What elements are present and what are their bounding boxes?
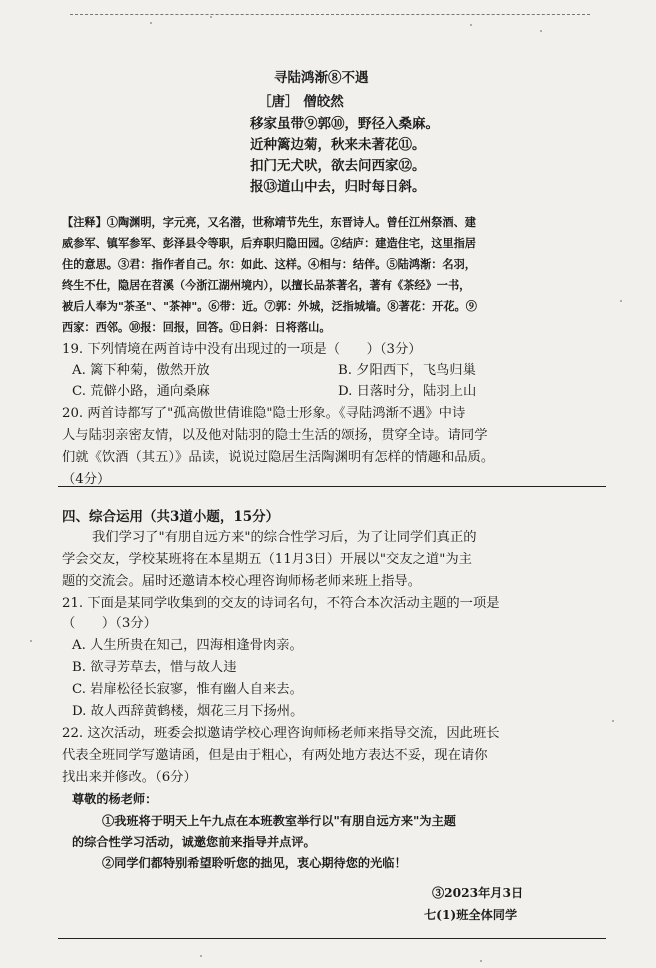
- question-19-option-c: C. 荒僻小路，通向桑麻: [72, 384, 210, 399]
- section-4-intro: 题的交流会。届时还邀请本校心理咨询师杨老师来班上指导。: [62, 574, 422, 589]
- section-4-intro: 我们学习了"有朋自远方来"的综合性学习后，为了让同学们真正的: [92, 530, 477, 545]
- top-border-line: [70, 14, 590, 15]
- question-21-stem: 21. 下面是某同学收集到的交友的诗词名句，不符合本次活动主题的一项是: [62, 596, 500, 611]
- letter-signature: 七(1)班全体同学: [424, 908, 518, 922]
- question-21-option-a: A. 人生所贵在知己，四海相逢骨肉亲。: [72, 638, 303, 653]
- question-22-line: 22. 这次活动，班委会拟邀请学校心理咨询师杨老师来指导交流，因此班长: [62, 726, 500, 741]
- note-line: 【注释】①陶渊明，字元亮，又名潜，世称靖节先生，东晋诗人。曾任江州祭酒、建: [62, 215, 476, 229]
- note-line: 西家：西邻。⑩报：回报，回答。⑪日斜：日将落山。: [62, 320, 331, 334]
- poem-author: ［唐］ 僧皎然: [258, 94, 344, 110]
- letter-body-line: ②同学们都特别希望聆听您的拙见，衷心期待您的光临！: [102, 856, 407, 870]
- question-22-line: 找出来并修改。（6分）: [62, 770, 197, 785]
- question-19-option-b: B. 夕阳西下，飞鸟归巢: [338, 363, 476, 378]
- note-line: 被后人奉为"茶圣"、"茶神"。⑥带：近。⑦郭：外城，泛指城墙。⑧著花：开花。⑨: [62, 299, 477, 313]
- bottom-divider-line: [58, 938, 606, 939]
- poem-line: 近种篱边菊，秋来未著花⑪。: [250, 137, 426, 153]
- question-20-line: 人与陆羽亲密友情，以及他对陆羽的隐士生活的颂扬，贯穿全诗。请同学: [62, 428, 488, 443]
- question-20-line: 们就《饮酒（其五）》品读，说说过隐居生活陶渊明有怎样的情趣和品质。: [62, 450, 495, 465]
- question-21-option-d: D. 故人西辞黄鹤楼，烟花三月下扬州。: [72, 704, 304, 719]
- question-20-line: 20. 两首诗都写了"孤高傲世倩谁隐"隐士形象。《寻陆鸿渐不遇》中诗: [62, 406, 466, 421]
- letter-body-line: ①我班将于明天上午九点在本班教室举行以"有朋自远方来"为主题: [102, 814, 456, 828]
- note-line: 住的意思。③君：指作者自己。尔：如此、这样。④相与：结伴。⑤陆鸿渐：名羽，: [62, 257, 476, 271]
- poem-title: 寻陆鸿渐⑧不遇: [274, 70, 369, 86]
- question-19-stem: 19. 下列情境在两首诗中没有出现过的一项是（ ）（3分）: [62, 342, 422, 357]
- question-21-option-c: C. 岩扉松径长寂寥，惟有幽人自来去。: [72, 682, 303, 697]
- letter-date: ③2023年月3日: [432, 886, 524, 900]
- question-21-option-b: B. 欲寻芳草去，惜与故人违: [72, 660, 237, 675]
- poem-line: 扣门无犬吠，欲去问西家⑫。: [250, 158, 426, 174]
- question-21-stem: （ ）（3分）: [62, 616, 157, 631]
- letter-salutation: 尊敬的杨老师：: [72, 792, 158, 806]
- letter-body-line: 的综合性学习活动，诚邀您前来指导并点评。: [72, 835, 316, 849]
- question-20-line: （4分）: [62, 472, 111, 487]
- section-4-intro: 学会交友，学校某班将在本星期五（11月3日）开展以"交友之道"为主: [62, 552, 472, 567]
- section-4-heading: 四、综合运用（共3道小题，15分）: [62, 509, 280, 525]
- note-line: 威参军、镇军参军、彭泽县令等职，后弃职归隐田园。②结庐：建造住宅，这里指居: [62, 236, 476, 250]
- poem-line: 移家虽带⑨郭⑩，野径入桑麻。: [250, 116, 439, 132]
- question-19-option-d: D. 日落时分，陆羽上山: [338, 384, 477, 399]
- note-line: 终生不仕，隐居在苕溪（今浙江湖州境内），以擅长品茶著名，著有《茶经》一书，: [62, 278, 471, 292]
- poem-line: 报⑬道山中去，归时每日斜。: [250, 179, 426, 195]
- question-22-line: 代表全班同学写邀请函，但是由于粗心，有两处地方表达不妥，现在请你: [62, 748, 488, 763]
- question-19-option-a: A. 篱下种菊，傲然开放: [72, 363, 210, 378]
- divider-line: [58, 486, 606, 487]
